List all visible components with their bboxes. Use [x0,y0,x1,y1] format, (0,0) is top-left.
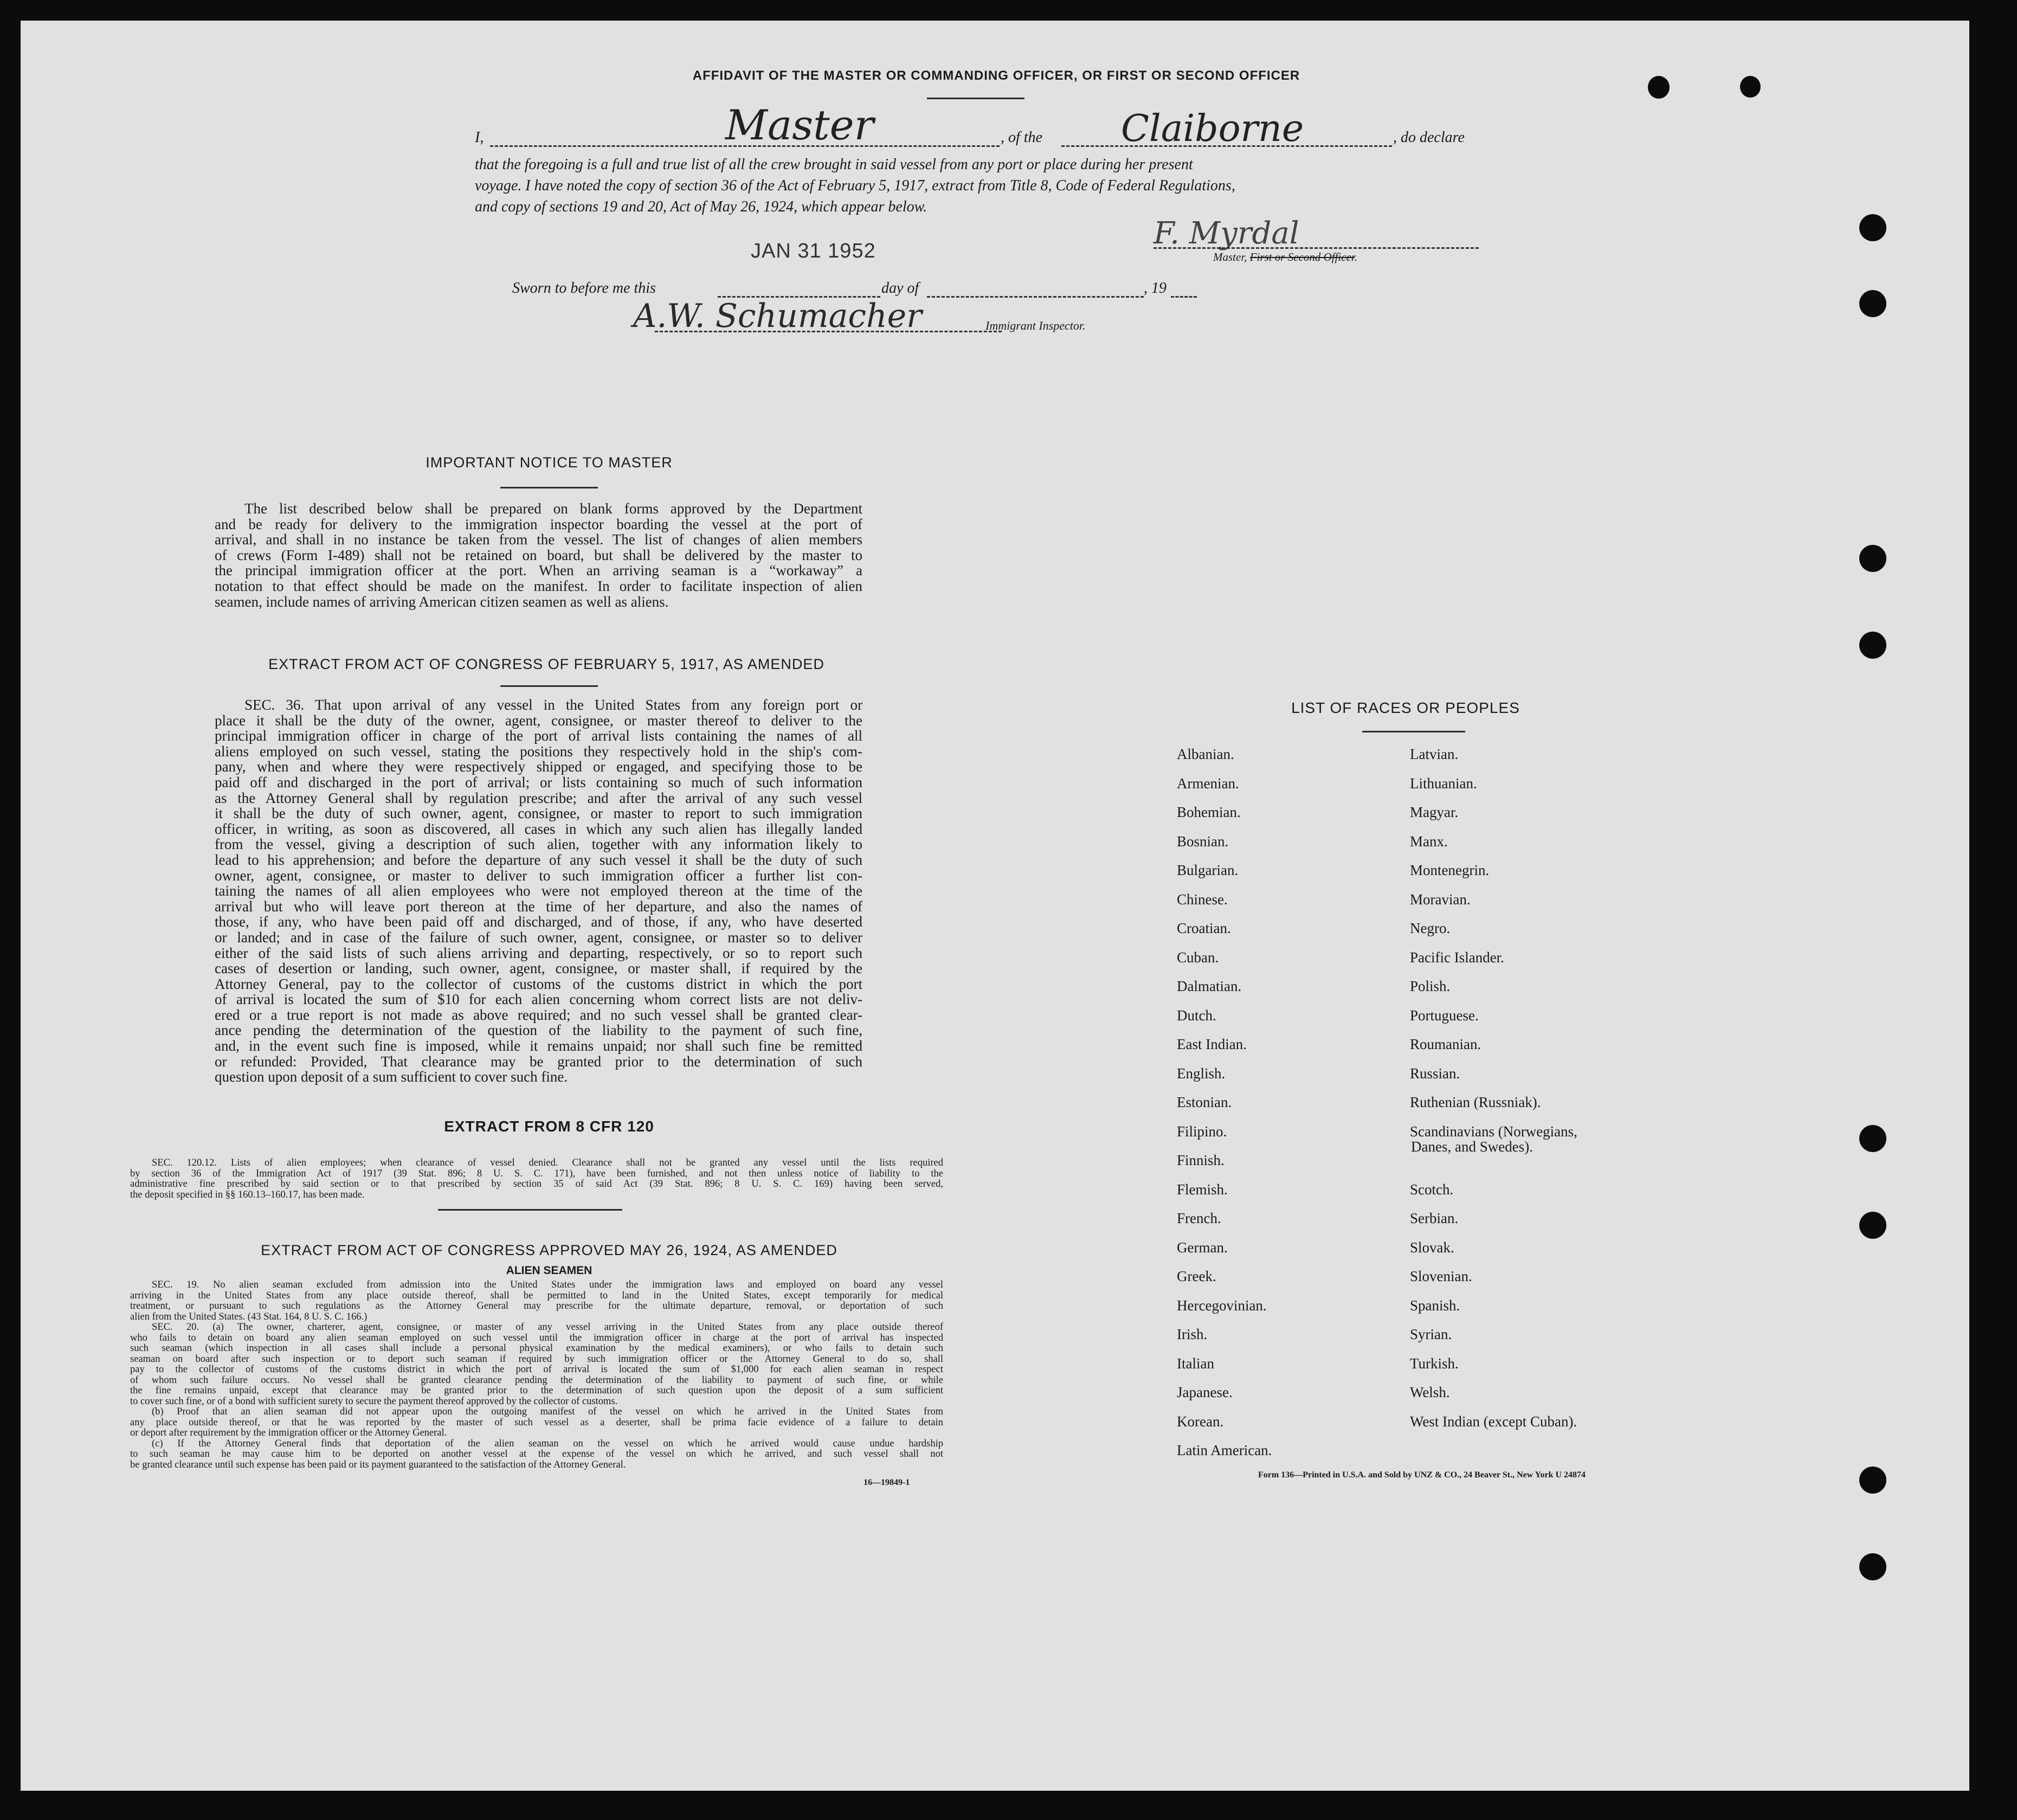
punch-hole [1859,290,1886,317]
date-stamp: JAN 31 1952 [751,240,876,262]
race-item: Hercegovinian. [1177,1297,1267,1314]
vessel-handwriting: Claiborne [1121,107,1304,150]
race-item: Magyar. [1410,804,1459,820]
act-1917-divider [500,685,598,687]
punch-hole [1859,632,1886,659]
race-item: Italian [1177,1355,1214,1372]
inspector-line [655,331,1002,332]
race-item: Russian. [1410,1065,1460,1082]
race-item: Scandinavians (Norwegians, Danes, and Swedes). [1410,1123,1577,1155]
day-of-label: day of [881,280,919,297]
race-item: Slovak. [1410,1239,1454,1256]
inspector-signature: A.W. Schumacher [633,297,922,335]
race-item: East Indian. [1177,1036,1247,1052]
race-item: Serbian. [1410,1210,1459,1226]
race-item: Dalmatian. [1177,978,1242,994]
notice-title: IMPORTANT NOTICE TO MASTER [426,454,673,471]
race-item: Latin American. [1177,1442,1272,1458]
race-item: Cuban. [1177,949,1219,966]
do-declare-label: , do declare [1393,129,1465,146]
race-item: Bohemian. [1177,804,1241,820]
race-item: Bosnian. [1177,833,1229,850]
race-item: Croatian. [1177,920,1231,936]
of-the-label: , of the [1001,129,1042,146]
cfr-title: EXTRACT FROM 8 CFR 120 [444,1118,654,1135]
master-role: Master, First or Second Officer. [1213,250,1357,263]
race-item: Armenian. [1177,775,1239,792]
signature-line [1154,247,1479,249]
race-item: Dutch. [1177,1007,1216,1024]
year-label: , 19 [1144,280,1167,297]
race-item: Japanese. [1177,1384,1233,1400]
races-title: LIST OF RACES OR PEOPLES [1291,699,1520,716]
punch-hole [1859,1125,1886,1152]
notice-text: The list described below shall be prepared on blank forms approved by the Department and be ready for delivery to the immigration inspector boarding the vessel at the port of arrival, and shall in no instance be taken from the vessel. The list of changes of alien members of crews (Form I-489) shall not be retained on board, but shall be delivered by the master to the principal immigration officer at the port. When an arriving seaman is a “workaway” a notation to that effect should be made on the manifest. In order to facilitate inspection of alien seamen, include names of arriving American citizen seamen as well as aliens. [215,500,862,610]
race-item: Negro. [1410,920,1451,936]
race-item: Greek. [1177,1268,1216,1284]
race-item: Montenegrin. [1410,862,1490,878]
punch-hole [1859,1467,1886,1494]
race-item: Estonian. [1177,1094,1232,1110]
punch-hole [1648,76,1670,99]
race-item: Latvian. [1410,746,1459,762]
cfr-divider [438,1209,622,1211]
punch-hole [1859,545,1886,572]
race-item: Spanish. [1410,1297,1460,1314]
race-item: Slovenian. [1410,1268,1472,1284]
race-item: French. [1177,1210,1221,1226]
race-item: Polish. [1410,978,1451,994]
race-item: Albanian. [1177,746,1234,762]
race-item: Roumanian. [1410,1036,1481,1052]
race-item: Pacific Islander. [1410,949,1504,966]
race-item: Welsh. [1410,1384,1450,1400]
form-imprint: Form 136—Printed in U.S.A. and Sold by UNZ & CO., 24 Beaver St., New York U 24874 [1258,1470,1586,1480]
punch-hole [1859,214,1886,241]
inspector-label: Immigrant Inspector. [985,319,1086,332]
race-item: Turkish. [1410,1355,1459,1372]
race-item: Irish. [1177,1326,1208,1342]
act-1917-text: SEC. 36. That upon arrival of any vessel in the United States from any foreign port or place it shall be the duty of the owner, agent, consignee, or master thereof to deliver to the principal immigration officer in charge of the port of arrival lists containing the names of all aliens employed on such vessel, stating the positions they respectively hold in the ship's com- pany, when and where they were respectively shipped or engaged, and specifying those to be paid off and discharged in the port of arrival; or lists containing so much of such information as the Attorney General shall by regulation prescribe; and after the arrival of any such vessel it shall be the duty of such owner, agent, consignee, or master to report to such immigration officer, in writing, as soon as discovered, all cases in which any such alien has illegally landed from the vessel, giving a description of such alien, together with any information likely to lead to his apprehension; and before the departure of any such vessel it shall be the duty of such owner, agent, consignee, or master to deliver to such immigration officer a further list con- taining the names of all alien employees who were not employed thereon at the time of the arrival but who will leave port thereon at the time of her departure, and also the names of those, if any, who have been paid off and discharged, and of those, if any, who have deserted or landed; and in case of the failure of such owner, agent, consignee, or master so to deliver either of the said lists of such aliens arriving and departing, respectively, or so to report such cases of desertion or landing, such owner, agent, consignee, or master shall, if required by the Attorney General, pay to the collector of customs of the customs district in which the port of arrival is located the sum of $10 for each alien concerning whom correct lists are not deliv- ered or a true report is not made as above required; and no such vessel shall be granted clear- ance pending the determination of the question of the liability to the payment of such fine, and, in the event such fine is imposed, while it remains unpaid; nor shall such fine be remitted or refunded: Provided, That clearance may be granted prior to the determination of such question upon deposit of a sum sufficient to cover such fine. [215,697,862,1085]
notice-divider [500,487,598,488]
sworn-year-line [1171,296,1197,298]
race-item: Finnish. [1177,1152,1225,1168]
race-item: English. [1177,1065,1226,1082]
sworn-label: Sworn to before me this [512,280,656,297]
races-right-column [1410,746,1681,1442]
punch-hole [1740,76,1761,98]
act-1924-form-number: 16—19849-1 [863,1478,910,1487]
race-item: German. [1177,1239,1228,1256]
act-1917-title: EXTRACT FROM ACT OF CONGRESS OF FEBRUARY 5, 1917, AS AMENDED [268,656,824,672]
race-item: Flemish. [1177,1181,1228,1198]
race-item: West Indian (except Cuban). [1410,1413,1577,1430]
race-item: Portuguese. [1410,1007,1479,1024]
sworn-month-line [927,296,1144,298]
master-signature: F. Myrdal [1154,216,1299,251]
race-item: Ruthenian (Russniak). [1410,1094,1541,1110]
races-divider [1362,731,1465,732]
act-1924-subtitle: ALIEN SEAMEN [506,1264,592,1277]
race-item: Korean. [1177,1413,1224,1430]
race-item: Moravian. [1410,891,1471,908]
cfr-text: SEC. 120.12. Lists of alien employees; when clearance of vessel denied. Clearance shall not be granted any vessel until the lists required by section 36 of the Immigration Act of 1917 (39 Stat. 896; 8 U. S. C. 171), have been furnished, and not then unless notice of liability to the administrative fine prescribed by said section or to that prescribed by section 35 of said Act (39 Stat. 896; 8 U. S. C. 169) having been served, the deposit specified in §§ 160.13–160.17, has been made. [130,1157,943,1200]
affidavit-title: AFFIDAVIT OF THE MASTER OR COMMANDING OFFICER, OR FIRST OR SECOND OFFICER [692,68,1300,83]
race-item: Lithuanian. [1410,775,1477,792]
race-item: Chinese. [1177,891,1228,908]
master-handwriting: Master [725,101,874,149]
punch-hole [1859,1212,1886,1239]
race-item: Syrian. [1410,1326,1452,1342]
race-item: Bulgarian. [1177,862,1239,878]
punch-hole [1859,1553,1886,1580]
race-item: Scotch. [1410,1181,1454,1198]
act-1924-title: EXTRACT FROM ACT OF CONGRESS APPROVED MAY 26, 1924, AS AMENDED [261,1242,837,1258]
title-divider [927,98,1024,99]
race-item: Manx. [1410,833,1448,850]
race-item: Filipino. [1177,1123,1227,1140]
races-left-column [1177,746,1383,1471]
document-sheet [21,21,1969,1791]
declaration-text: that the foregoing is a full and true list of all the crew brought in said vessel from any port or place during her present voyage. I have noted the copy of section 36 of the Act of February 5, 1917, extract from Title 8, Code of Federal Regulations, and copy of sections 19 and 20, Act of May 26, 1924, which appear below. [475,156,1235,215]
i-label: I, [475,129,484,146]
act-1924-text: SEC. 19. No alien seaman excluded from admission into the United States under the immigration laws and employed on board any vessel arriving in the United States from any place outside thereof, shall be permitted to land in the United States, except temporarily for medical treatment, or pursuant to such regulations as the Attorney General may prescribe for the ultimate departure, removal, or deportation of such alien from the United States. (43 Stat. 164, 8 U. S. C. 166.) SEC. 20. (a) The owner, charterer, agent, consignee, or master of any vessel arriving in the United States from any place outside thereof who fails to detain on board any alien seaman employed on such vessel until the immigration officer in charge at the port of arrival has inspected such seaman (which inspection in all cases shall include a personal physical examination by the medical examiners), or who fails to detain such seaman on board after such inspection or to deport such seaman if required by such immigration officer or the Attorney General to do so, shall pay to the collector of customs of the customs district in which the port of arrival is located the sum of $1,000 for each alien seaman in respect of whom such failure occurs. No vessel shall be granted clearance pending the determination of the liability to payment of such fine, or while the fine remains unpaid, except that clearance may be granted prior to the determination of such question upon the deposit of a sum sufficient to cover such fine, or of a bond with sufficient surety to secure the payment thereof approved by the collector of customs. (b) Proof that an alien seaman did not appear upon the outgoing manifest of the vessel on which he arrived in the United States from any place outside thereof, or that he was reported by the master of such vessel as a deserter, shall be prima facie evidence of a failure to detain or deport after requirement by the immigration officer or the Attorney General. (c) If the Attorney General finds that deportation of the alien seaman on the vessel on which he arrived would cause undue hardship to such seaman he may cause him to be deported on another vessel at the expense of the vessel on which he arrived, and such vessel shall not be granted clearance until such expense has been paid or its payment guaranteed to the satisfaction of the Attorney General. [130,1279,943,1470]
